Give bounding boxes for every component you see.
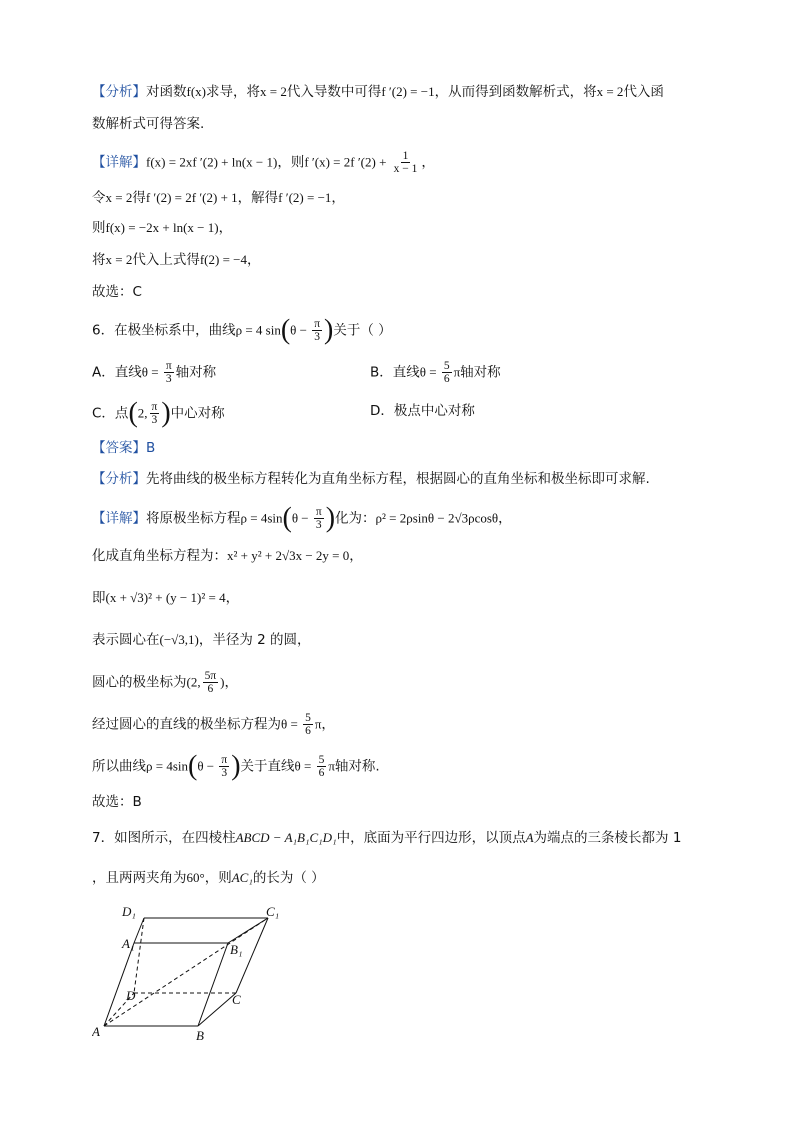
label-a: A [92,1024,100,1039]
option-b[interactable]: B．直线θ = $\frac{5}{6}$ π轴对称 [370,360,501,385]
math: f ′(x) = 2f ′(2) + [304,154,390,170]
detail-1-line-4: 将x = 2代入上式得f(2) = −4， [92,252,261,268]
detail-6-line-3: 即(x + √3)² + (y − 1)² = 4， [92,590,240,606]
detail-6-line-4: 表示圆心在(−√3,1)，半径为 2 的圆， [92,632,311,648]
text: 对函数 [146,84,187,100]
text: 求导，将 [206,84,260,100]
math: x = 2 [596,84,624,99]
detail-6-line-1: 【详解】将原极坐标方程ρ = 4sin(θ − $\frac{\pi}{3}$ )化为：ρ² = 2ρsinθ − 2√3ρcosθ， [92,502,512,534]
math: x = 2 [260,84,287,99]
detail-tag: 【详解】 [92,154,146,171]
option-a[interactable]: A．直线θ = $\frac{\pi}{3}$ 轴对称 [92,360,217,385]
question-6-stem: 6．在极坐标系中，曲线ρ = 4 sin(θ − $\frac{\pi}{3}$ )关于（ ） [92,314,392,346]
detail-1-line-1 [92,150,435,175]
label-c: C [232,992,241,1007]
text: 代入函 [623,84,664,100]
edge-d1a1 [134,918,144,943]
edge-a1a [104,943,134,1026]
answer-1: 故选：C [92,284,142,300]
question-7-line-1: 7．如图所示，在四棱柱ABCD − A₁B₁C₁D₁中，底面为平行四边形，以顶点A为端点的三条棱长都为 1 [92,830,682,846]
detail-6-line-7: 所以曲线ρ = 4sin(θ − $\frac{\pi}{3}$ )关于直线θ = $\frac{5}{6}$ π轴对称. [92,750,380,782]
text: ，从而得到函数解析式，将 [434,84,597,100]
analysis-1-line-1 [92,82,664,102]
label-d1: D₁ [122,904,136,919]
label-b: B [196,1028,204,1043]
analysis-tag: 【分析】 [92,84,146,100]
detail-1-line-2: 令x = 2得f ′(2) = 2f ′(2) + 1，解得f ′(2) = −1， [92,190,345,206]
analysis-1-line-2: 数解析式可得答案. [92,116,205,132]
text: ， [421,154,435,171]
label-c1: C₁ [266,904,280,919]
detail-6-line-6: 经过圆心的直线的极坐标方程为θ = $\frac{5}{6}$ π， [92,712,335,737]
option-c[interactable]: C．点(2, $\frac{\pi}{3}$ )中心对称 [92,397,225,429]
text: ，则 [277,154,305,171]
math: f ′(2) = −1 [381,84,435,99]
label-d: D [126,988,136,1003]
text: 代入导数中可得 [286,84,382,100]
detail-6-line-5: 圆心的极坐标为(2, $\frac{5\pi}{6}$ )， [92,670,238,695]
detail-1-line-3: 则f(x) = −2x + ln(x − 1)， [92,220,233,236]
detail-6-line-2: 化成直角坐标方程为：x² + y² + 2√3x − 2y = 0， [92,548,363,564]
math: f(x) = 2xf ′(2) + ln(x − 1) [146,154,278,170]
answer-6: 【答案】B [92,440,156,456]
math: f(x) [186,84,206,99]
prism-figure [92,900,292,1050]
question-7-line-2: ，且两两夹角为60°，则AC₁的长为（ ） [92,870,325,886]
analysis-6: 【分析】先将曲线的极坐标方程转化为直角坐标方程，根据圆心的直角坐标和极坐标即可求解. [92,471,650,487]
fraction: $\frac{1}{x - 1}$ [393,150,418,175]
answer-6-choice: 故选：B [92,794,142,810]
diagonal-ac1 [104,918,268,1026]
option-d[interactable]: D．极点中心对称 [370,403,475,419]
label-a1: A₁ [122,936,135,951]
label-b1: B₁ [230,942,243,957]
